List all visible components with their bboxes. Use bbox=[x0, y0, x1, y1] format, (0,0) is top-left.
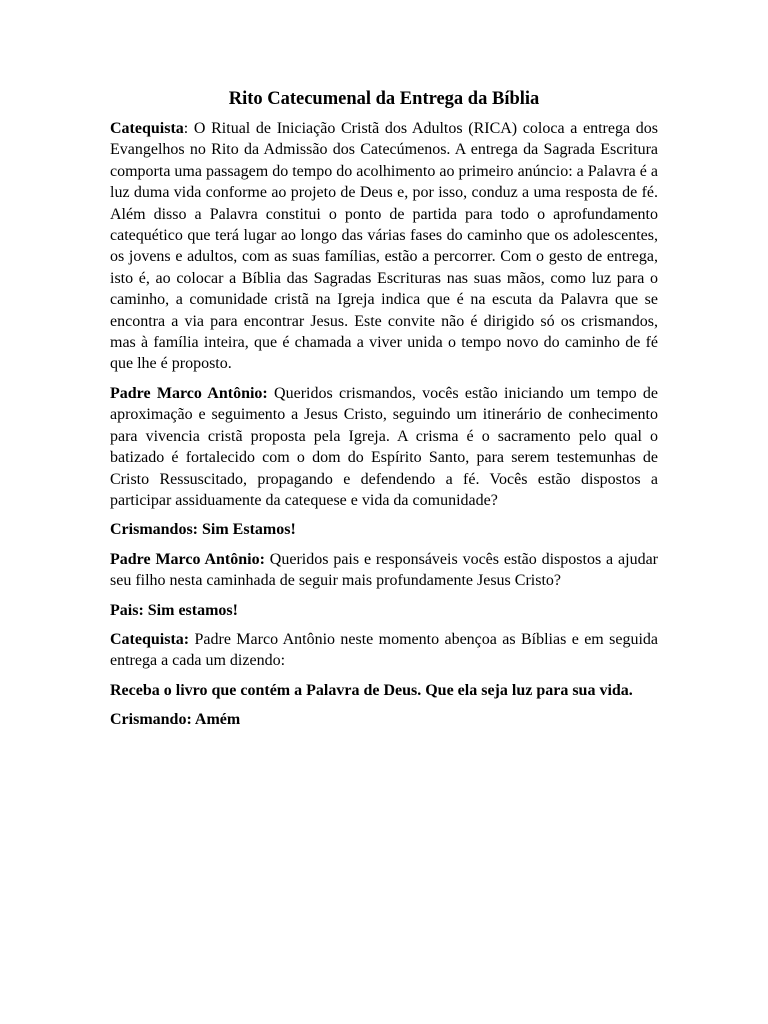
paragraph-text: O Ritual de Iniciação Cristã dos Adultos (RICA) coloca a entrega dos Evangelhos no Rito da Admissão dos Catecúmenos. A entrega da Sagrada Escritura comporta uma passagem do tempo do acolhimento ao primeiro anúncio: a Palavra é a luz duma vida conforme ao projeto de Deus e, por isso, conduz a uma resposta de fé. Além disso a Palavra constitui o ponto de partida para todo o aprofundamento catequético que terá lugar ao longo das várias fases do caminho que os adolescentes, os jovens e adultos, com as suas famílias, estão a percorrer. Com o gesto de entrega, isto é, ao colocar a Bíblia das Sagradas Escrituras nas suas mãos, como luz para o caminho, a comunidade cristã na Igreja indica que é na escuta da Palavra que se encontra a via para encontrar Jesus. Este convite não é dirigido só os crismandos, mas à família inteira, que é chamada a viver unida o tempo novo do caminho de fé que lhe é proposto. bbox=[110, 120, 658, 373]
document-title: Rito Catecumenal da Entrega da Bíblia bbox=[228, 89, 540, 109]
paragraph-crismando-amen: Crismando: Amém bbox=[110, 711, 241, 729]
speaker-label: Catequista: bbox=[110, 630, 190, 648]
speaker-label: Catequista bbox=[110, 120, 184, 137]
speaker-label: Padre Marco Antônio: bbox=[110, 384, 268, 402]
paragraph-catequista-intro bbox=[110, 118, 658, 375]
paragraph-text: Padre Marco Antônio neste momento abençoa as Bíblias e em seguida entrega a cada um dizendo: bbox=[110, 630, 658, 670]
paragraph-catequista-blessing bbox=[110, 629, 658, 672]
paragraph-pais-response: Pais: Sim estamos! bbox=[110, 601, 238, 619]
paragraph-padre-crismandos bbox=[110, 383, 658, 511]
paragraph-crismandos-response: Crismandos: Sim Estamos! bbox=[110, 521, 296, 539]
speaker-separator: : bbox=[183, 120, 189, 137]
speaker-label: Padre Marco Antônio: bbox=[110, 550, 265, 568]
paragraph-receba: Receba o livro que contém a Palavra de Deus. Que ela seja luz para sua vida. bbox=[110, 681, 633, 699]
paragraph-text: Queridos pais e responsáveis vocês estão dispostos a ajudar seu filho nesta caminhada de seguir mais profundamente Jesus Cristo? bbox=[110, 550, 659, 590]
paragraph-text: Queridos crismandos, vocês estão iniciando um tempo de aproximação e seguimento a Jesus Cristo, seguindo um itinerário de conhecimento para vivencia cristã proposta pela Igreja. A crisma é o sacramento pelo qual o batizado é fortalecido com o dom do Espírito Santo, para serem testemunhas de Cristo Ressuscitado, propagando e defendendo a fé. Vocês estão dispostos a participar assiduamente da catequese e vida da comunidade? bbox=[110, 384, 659, 509]
document-page bbox=[110, 86, 658, 739]
paragraph-padre-pais bbox=[110, 549, 658, 592]
